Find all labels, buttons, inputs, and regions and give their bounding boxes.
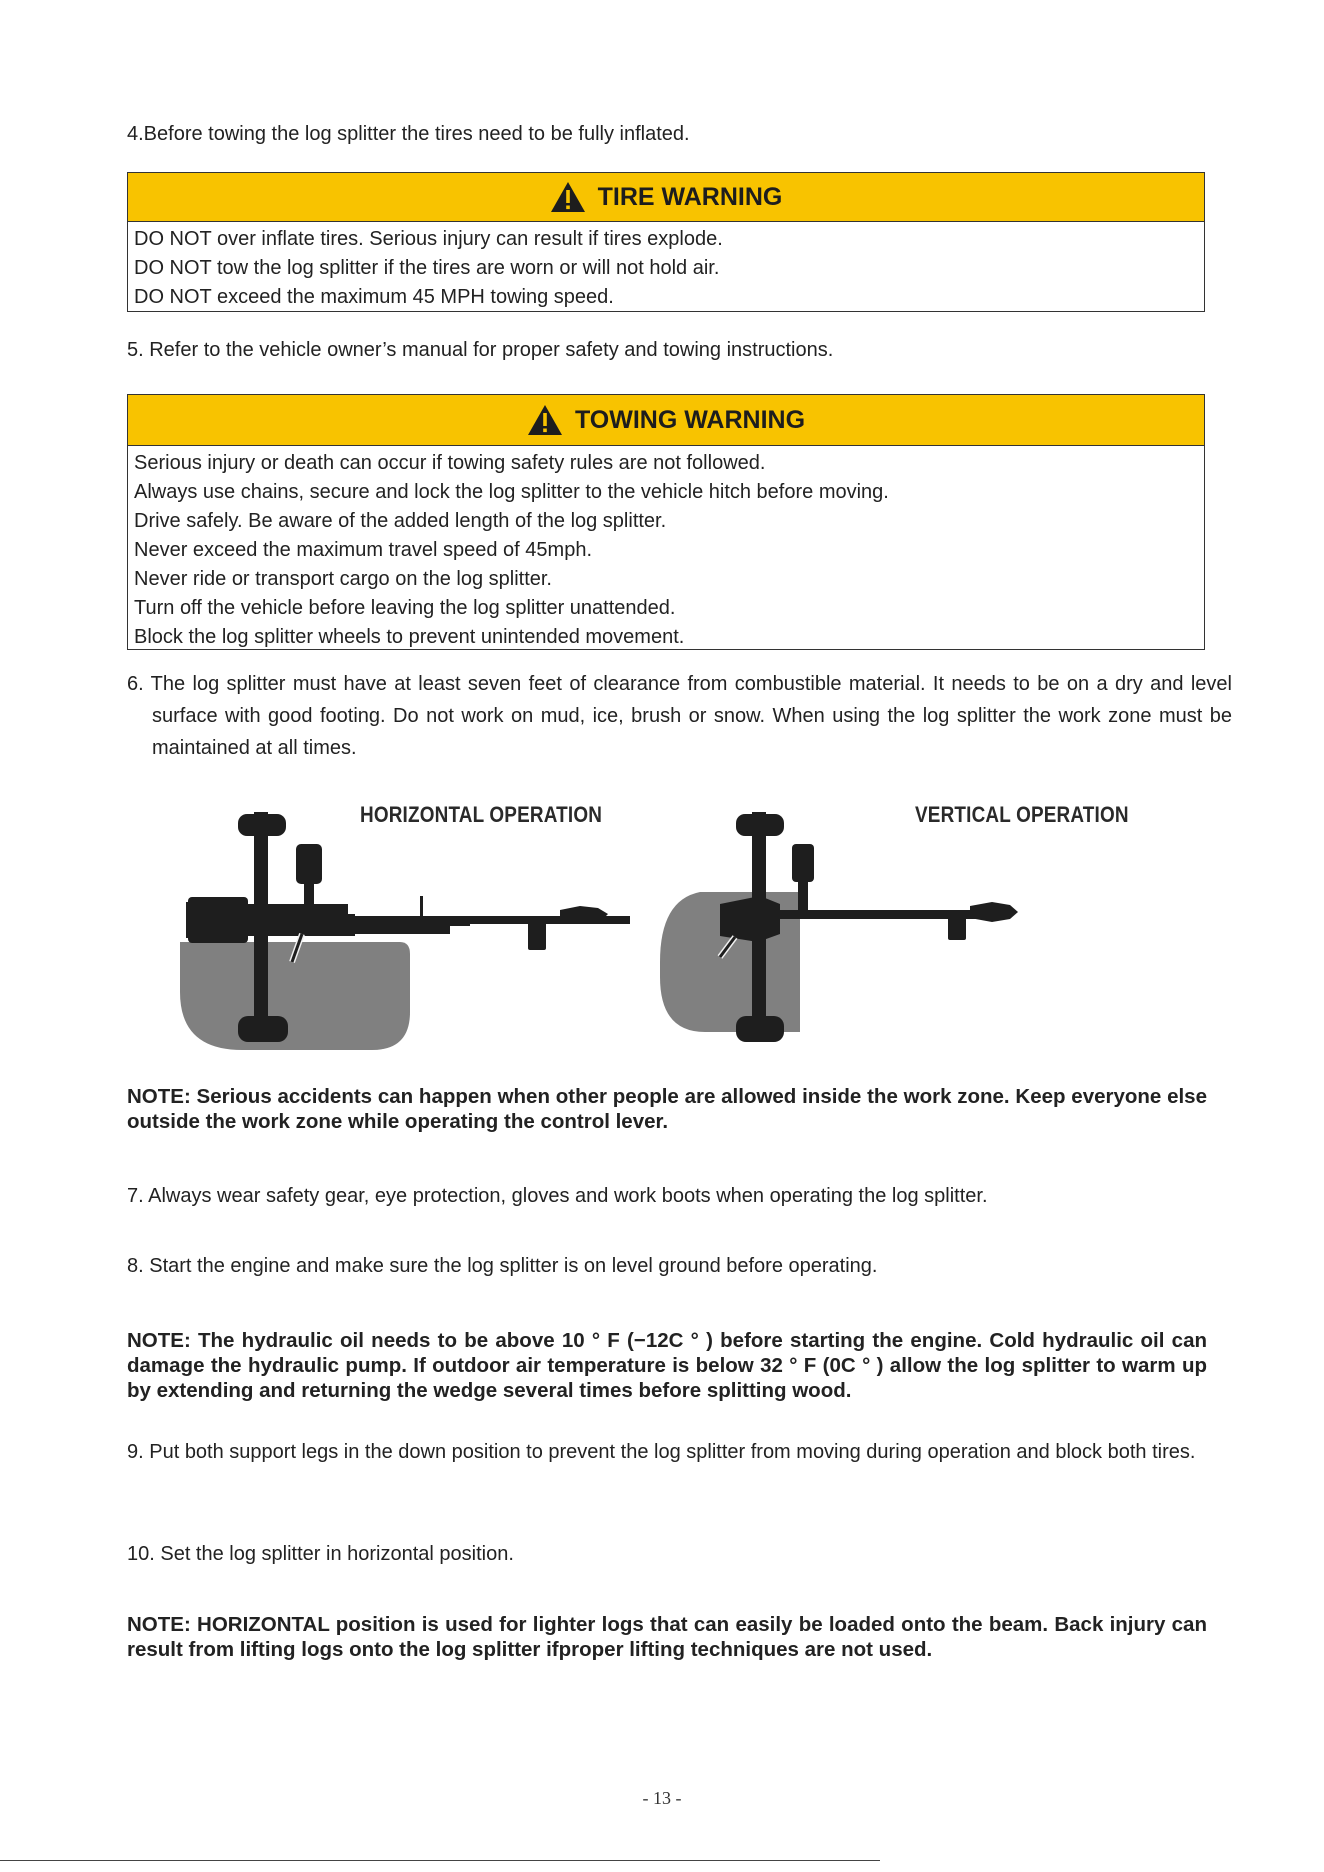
towing-warning-title: TOWING WARNING [574, 405, 806, 434]
towing-warning-line: Always use chains, secure and lock the log splitter to the vehicle hitch before moving. [134, 481, 889, 503]
vertical-operation-label: VERTICAL OPERATION [915, 802, 1129, 827]
towing-warning-body [128, 446, 1204, 654]
bottom-wheel [238, 1016, 288, 1042]
engine-post [798, 880, 808, 910]
step-9-text: 9. Put both support legs in the down position to prevent the log splitter from moving during operation and block both tires. [127, 1441, 1196, 1463]
tire-warning-title: TIRE WARNING [597, 182, 783, 211]
tire-warning-body [128, 222, 1204, 314]
towing-warning-line: Serious injury or death can occur if towing safety rules are not followed. [134, 452, 766, 474]
step-4-text: 4.Before towing the log splitter the tires need to be fully inflated. [127, 123, 690, 145]
step-6-text: 6. The log splitter must have at least seven feet of clearance from combustible material. It needs to be on a dry and level surface with good footing. Do not work on mud, ice, brush or snow. When using the log splitter the work zone must be maintained at all times. [127, 673, 1232, 759]
cylinder-cap [186, 902, 192, 938]
step-10-text: 10. Set the log splitter in horizontal position. [127, 1543, 514, 1565]
cylinder-end [188, 897, 248, 943]
towing-warning-header [128, 395, 1204, 446]
vertical-machine [720, 812, 1018, 1042]
operation-figure [160, 792, 1160, 1062]
towing-warning-box [127, 394, 1205, 650]
cylinder-coupler [310, 914, 355, 936]
warning-triangle-icon [527, 404, 563, 436]
jack-stand [528, 922, 546, 950]
note-work-zone: NOTE: Serious accidents can happen when other people are allowed inside the work zone. Keep everyone else outside the work zone while operating the control lever. [127, 1085, 1207, 1133]
hitch-coupler [970, 902, 1018, 922]
step-7-text: 7. Always wear safety gear, eye protection, gloves and work boots when operating the log splitter. [127, 1185, 988, 1207]
towing-warning-line: Block the log splitter wheels to prevent unintended movement. [134, 626, 685, 648]
towing-warning-line: Never ride or transport cargo on the log splitter. [134, 568, 552, 590]
engine-block [296, 844, 322, 884]
note-horizontal-position: NOTE: HORIZONTAL position is used for lighter logs that can easily be loaded onto the beam. Back injury can result from lifting logs onto the log splitter ifproper lifting techniques are not used. [127, 1613, 1207, 1661]
towing-warning-line: Turn off the vehicle before leaving the log splitter unattended. [134, 597, 676, 619]
step-8-text: 8. Start the engine and make sure the log splitter is on level ground before operating. [127, 1255, 878, 1277]
warning-triangle-icon [550, 181, 586, 213]
tire-warning-line: DO NOT over inflate tires. Serious injury can result if tires explode. [134, 228, 723, 250]
operation-diagram [160, 792, 1160, 1062]
footer-rule [0, 1860, 880, 1861]
towing-warning-line: Drive safely. Be aware of the added length of the log splitter. [134, 510, 667, 532]
step-5-text: 5. Refer to the vehicle owner’s manual for proper safety and towing instructions. [127, 339, 834, 361]
tire-warning-header [128, 173, 1204, 222]
beam-lower [350, 926, 450, 934]
note-hydraulic-oil: NOTE: The hydraulic oil needs to be above 10 ° F (−12C ° ) before starting the engine. Cold hydraulic oil can damage the hydraulic pump. If outdoor air temperature is below 32 ° F (0C ° ) allow the log splitter to warm up by extending and returning the wedge several times before splitting wood. [127, 1329, 1207, 1402]
engine-block [792, 844, 814, 882]
tire-warning-box [127, 172, 1205, 312]
beam-upper [350, 916, 470, 926]
horizontal-operation-label: HORIZONTAL OPERATION [360, 802, 603, 827]
tire-warning-line: DO NOT exceed the maximum 45 MPH towing speed. [134, 286, 614, 308]
tire-warning-line: DO NOT tow the log splitter if the tires are worn or will not hold air. [134, 257, 720, 279]
bottom-wheel [736, 1016, 784, 1042]
valve-lever [420, 896, 423, 918]
jack-stand [948, 916, 966, 940]
page-number: - 13 - [642, 1788, 682, 1808]
towing-warning-line: Never exceed the maximum travel speed of 45mph. [134, 539, 592, 561]
